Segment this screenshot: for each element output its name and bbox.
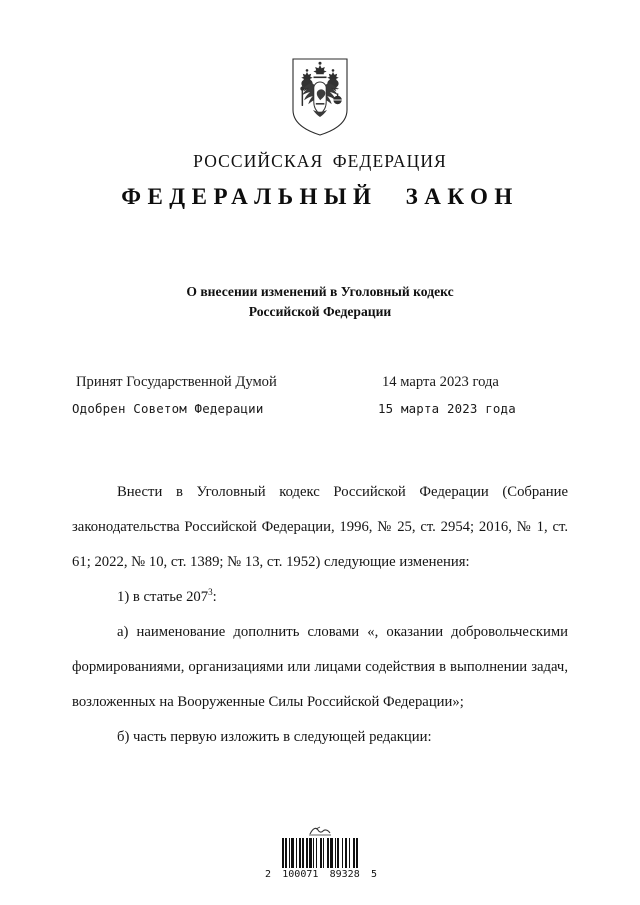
adoption-label-council: Одобрен Советом Федерации [72, 401, 264, 416]
adoption-date-duma: 14 марта 2023 года [382, 374, 499, 390]
adoption-block [72, 374, 568, 428]
russian-federation-coat-of-arms-icon [291, 58, 349, 136]
body-item-1 [72, 580, 568, 615]
barcode-digit-check: 5 [370, 869, 377, 880]
adoption-date-council: 15 марта 2023 года [378, 401, 516, 416]
country-heading: РОССИЙСКАЯ ФЕДЕРАЦИЯ [193, 151, 447, 171]
barcode-scribble-mark-icon [307, 826, 333, 837]
emblem-container [0, 58, 640, 136]
adoption-row-council [72, 401, 568, 428]
item-1-prefix: 1) в статье 207 [117, 589, 209, 605]
adoption-label-duma: Принят Государственной Думой [76, 374, 277, 390]
barcode-bars [282, 838, 358, 868]
body-paragraph-intro: Внести в Уголовный кодекс Российской Федерации (Собрание законодательства Российской Федерации, 1996, № 25, ст. 2954; 2016, № 1, ст. 61; 2022, № 10, ст. 1389; № 13, ст. 1952) следующие изменения: [72, 484, 568, 570]
body-item-b: б) часть первую изложить в следующей редакции: [117, 729, 432, 745]
adoption-row-duma [72, 374, 568, 401]
document-subtitle [100, 282, 540, 322]
body-item-a: а) наименование дополнить словами «, оказании добровольческими формированиями, организациями или лицами содействия в выполнении задач, возложенных на Вооруженные Силы Российской Федерации»; [72, 624, 568, 710]
barcode-block [0, 826, 640, 880]
subtitle-line-1: О внесении изменений в Уголовный кодекс [186, 284, 454, 299]
law-type-heading: ФЕДЕРАЛЬНЫЙ ЗАКОН [121, 184, 519, 209]
barcode-digits [263, 869, 377, 880]
item-1-superscript: 3 [208, 587, 213, 598]
item-1-suffix: : [212, 589, 217, 605]
barcode-digit-group-left: 100071 [282, 869, 319, 880]
subtitle-line-2: Российской Федерации [248, 304, 392, 319]
document-body [72, 475, 568, 755]
barcode-digit-group-right: 89328 [329, 869, 360, 880]
barcode-digit-lead: 2 [265, 869, 272, 880]
